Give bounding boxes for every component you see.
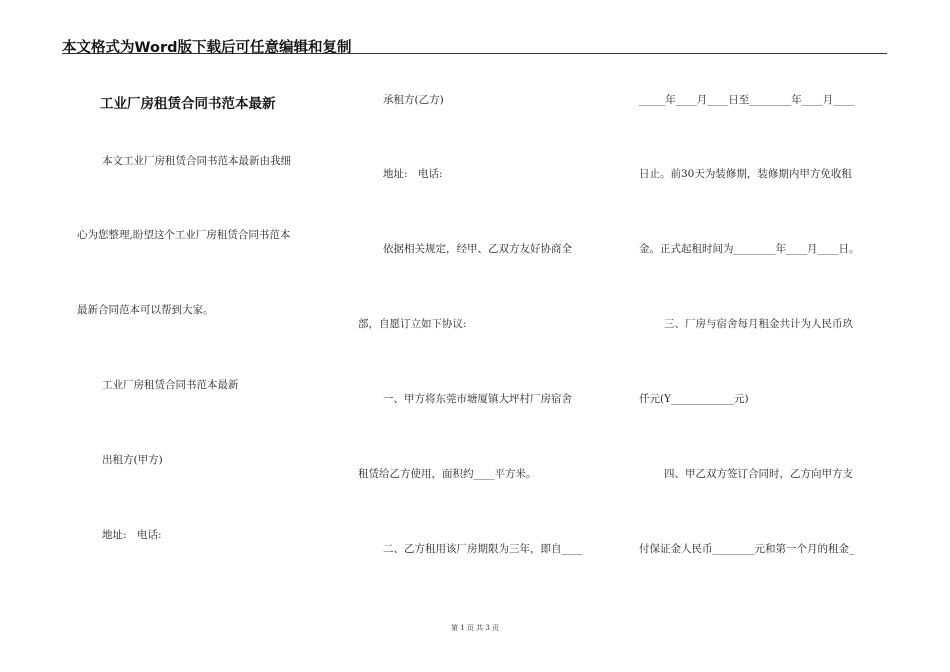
col2-line-7: 二、乙方租用该厂房期限为三年，即自____ [383,543,583,555]
document-banner: 本文格式为Word版下载后可任意编辑和复制 [62,40,352,56]
col2-line-2: 地址: 电话: [383,168,443,180]
col1-line-1: 本文工业厂房租赁合同书范本最新由我细 [102,155,291,167]
col1-line-2: 心为您整理,盼望这个工业厂房租赁合同书范本 [77,229,291,241]
col3-line-6: 四、甲乙双方签订合同时，乙方向甲方支 [664,468,853,480]
col3-line-3: 金。正式起租时间为________年____月____日。 [639,243,860,255]
col1-line-3: 最新合同范本可以帮到大家。 [77,304,214,316]
col3-line-7: 付保证金人民币________元和第一个月的租金_ [639,543,855,555]
col3-line-1: _____年____月____日至________年____月____ [639,94,855,106]
col3-line-4: 三、厂房与宿舍每月租金共计为人民币玖 [664,318,853,330]
header-divider [62,53,887,54]
document-title: 工业厂房租赁合同书范本最新 [100,96,276,112]
col1-line-5: 出租方(甲方) [102,454,163,466]
col3-line-5: 仟元(Y____________元) [639,393,749,405]
col3-line-2: 日止。前30天为装修期，装修期内甲方免收租 [639,168,852,180]
col2-line-6: 租赁给乙方使用，面积约____平方米。 [358,468,537,480]
col1-line-4: 工业厂房租赁合同书范本最新 [102,379,239,391]
col2-line-5: 一、甲方将东莞市塘厦镇大坪村厂房宿舍 [383,393,572,405]
page-number: 第 1 页 共 3 页 [450,624,500,632]
col1-line-6: 地址: 电话: [102,529,162,541]
col2-line-3: 依据相关规定，经甲、乙双方友好协商全 [383,243,572,255]
col2-line-1: 承租方(乙方) [383,94,444,106]
col2-line-4: 部，自愿订立如下协议: [358,318,467,330]
